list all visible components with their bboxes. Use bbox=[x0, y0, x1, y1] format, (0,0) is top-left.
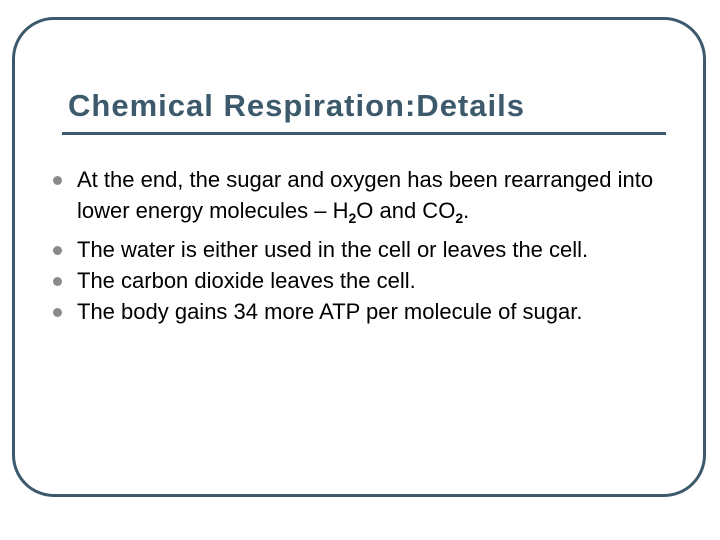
subscript: 2 bbox=[455, 210, 464, 226]
bullet-dot-icon bbox=[53, 176, 62, 185]
title-underline bbox=[62, 132, 666, 135]
bullet-item bbox=[50, 164, 700, 234]
bullet-dot-icon bbox=[53, 277, 62, 286]
bullet-text: The carbon dioxide leaves the cell. bbox=[77, 268, 416, 293]
bullet-dot-icon bbox=[53, 308, 62, 317]
bullet-text: O and CO bbox=[356, 198, 456, 223]
bullet-dot-icon bbox=[53, 246, 62, 255]
slide-title: Chemical Respiration:Details bbox=[68, 88, 525, 123]
bullet-item bbox=[50, 265, 700, 296]
bullet-item bbox=[50, 296, 700, 327]
bullet-text: The water is either used in the cell or leaves the cell. bbox=[77, 237, 589, 262]
bullet-item bbox=[50, 234, 700, 265]
subscript: 2 bbox=[348, 210, 357, 226]
bullet-list bbox=[50, 164, 700, 327]
bullet-text: The body gains 34 more ATP per molecule of sugar. bbox=[77, 299, 583, 324]
bullet-text: . bbox=[463, 198, 470, 223]
bullet-text: At the end, the sugar and oxygen has been rearranged into lower energy molecules – H bbox=[77, 167, 654, 223]
